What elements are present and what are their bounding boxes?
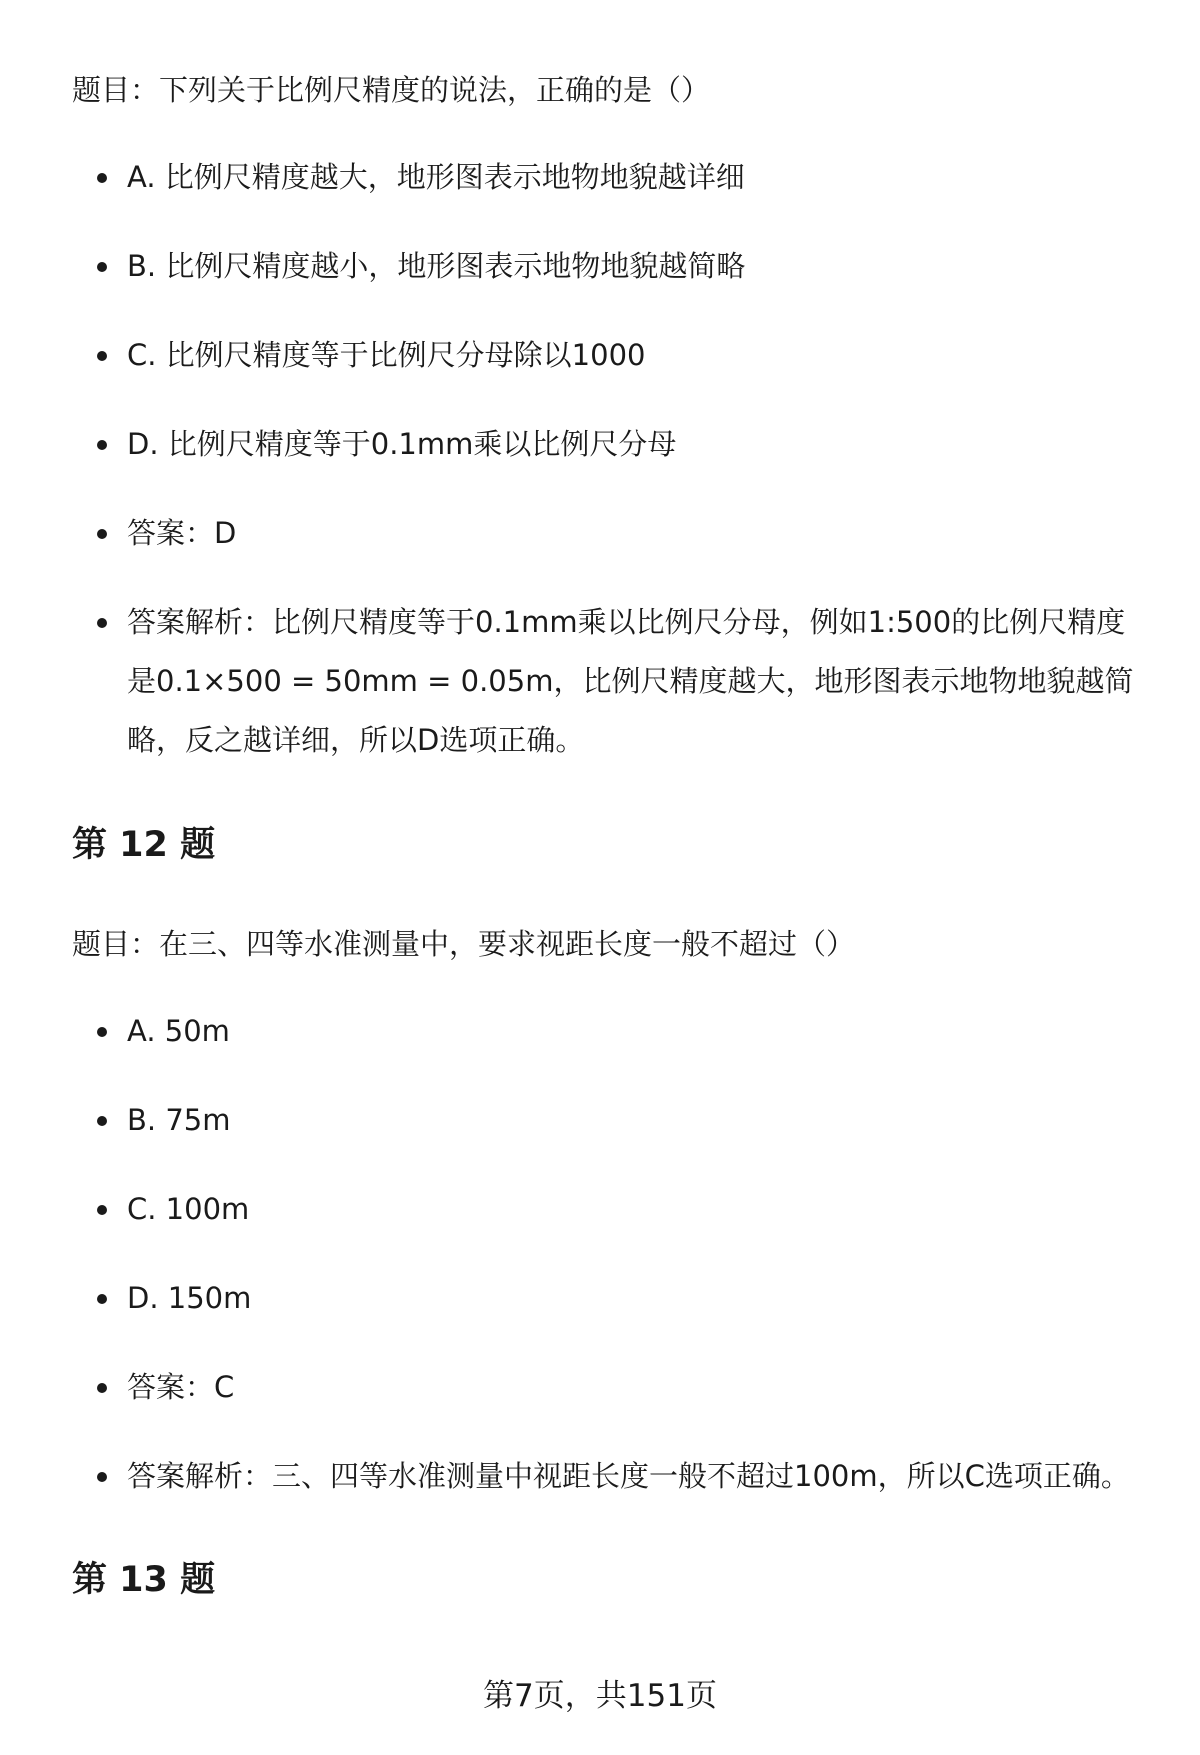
option-d <box>127 1269 1147 1328</box>
option-text: D. 比例尺精度等于0.1mm乘以比例尺分母 <box>127 427 677 461</box>
question-stem: 题目：在三、四等水准测量中，要求视距长度一般不超过（） <box>72 927 856 961</box>
option-d <box>127 415 1147 474</box>
option-text: C. 100m <box>127 1192 250 1226</box>
option-text: A. 50m <box>127 1014 230 1048</box>
bullet-icon <box>97 618 107 628</box>
option-text: B. 75m <box>127 1103 231 1137</box>
option-a <box>127 148 1147 207</box>
analysis-line <box>127 1447 1147 1506</box>
option-b <box>127 237 1147 296</box>
answer-line <box>127 504 1147 563</box>
option-text: D. 150m <box>127 1281 252 1315</box>
bullet-icon <box>97 1116 107 1126</box>
option-c <box>127 1180 1147 1239</box>
answer-text: 答案：C <box>127 1370 235 1404</box>
answer-line <box>127 1358 1147 1417</box>
bullet-icon <box>97 1383 107 1393</box>
bullet-icon <box>97 262 107 272</box>
analysis-text: 答案解析：比例尺精度等于0.1mm乘以比例尺分母，例如1:500的比例尺精度是0.1×500 = 50mm = 0.05m，比例尺精度越大，地形图表示地物地貌越简略，反之越详细，所以D选项正确。 <box>127 605 1134 757</box>
bullet-icon <box>97 1027 107 1037</box>
option-text: C. 比例尺精度等于比例尺分母除以1000 <box>127 338 646 372</box>
option-c <box>127 326 1147 385</box>
answer-text: 答案：D <box>127 516 237 550</box>
bullet-icon <box>97 173 107 183</box>
bullet-icon <box>97 1205 107 1215</box>
bullet-icon <box>97 1472 107 1482</box>
option-text: B. 比例尺精度越小，地形图表示地物地貌越简略 <box>127 249 746 283</box>
analysis-line <box>127 593 1147 770</box>
question-heading: 第 13 题 <box>72 1560 216 1600</box>
option-text: A. 比例尺精度越大，地形图表示地物地貌越详细 <box>127 160 745 194</box>
bullet-icon <box>97 1294 107 1304</box>
bullet-icon <box>97 351 107 361</box>
option-b <box>127 1091 1147 1150</box>
page-footer: 第7页，共151页 <box>483 1678 717 1714</box>
bullet-icon <box>97 529 107 539</box>
option-a <box>127 1002 1147 1061</box>
analysis-text: 答案解析：三、四等水准测量中视距长度一般不超过100m，所以C选项正确。 <box>127 1459 1130 1493</box>
question-stem: 题目：下列关于比例尺精度的说法，正确的是（） <box>72 73 711 107</box>
question-heading: 第 12 题 <box>72 825 216 865</box>
bullet-icon <box>97 440 107 450</box>
